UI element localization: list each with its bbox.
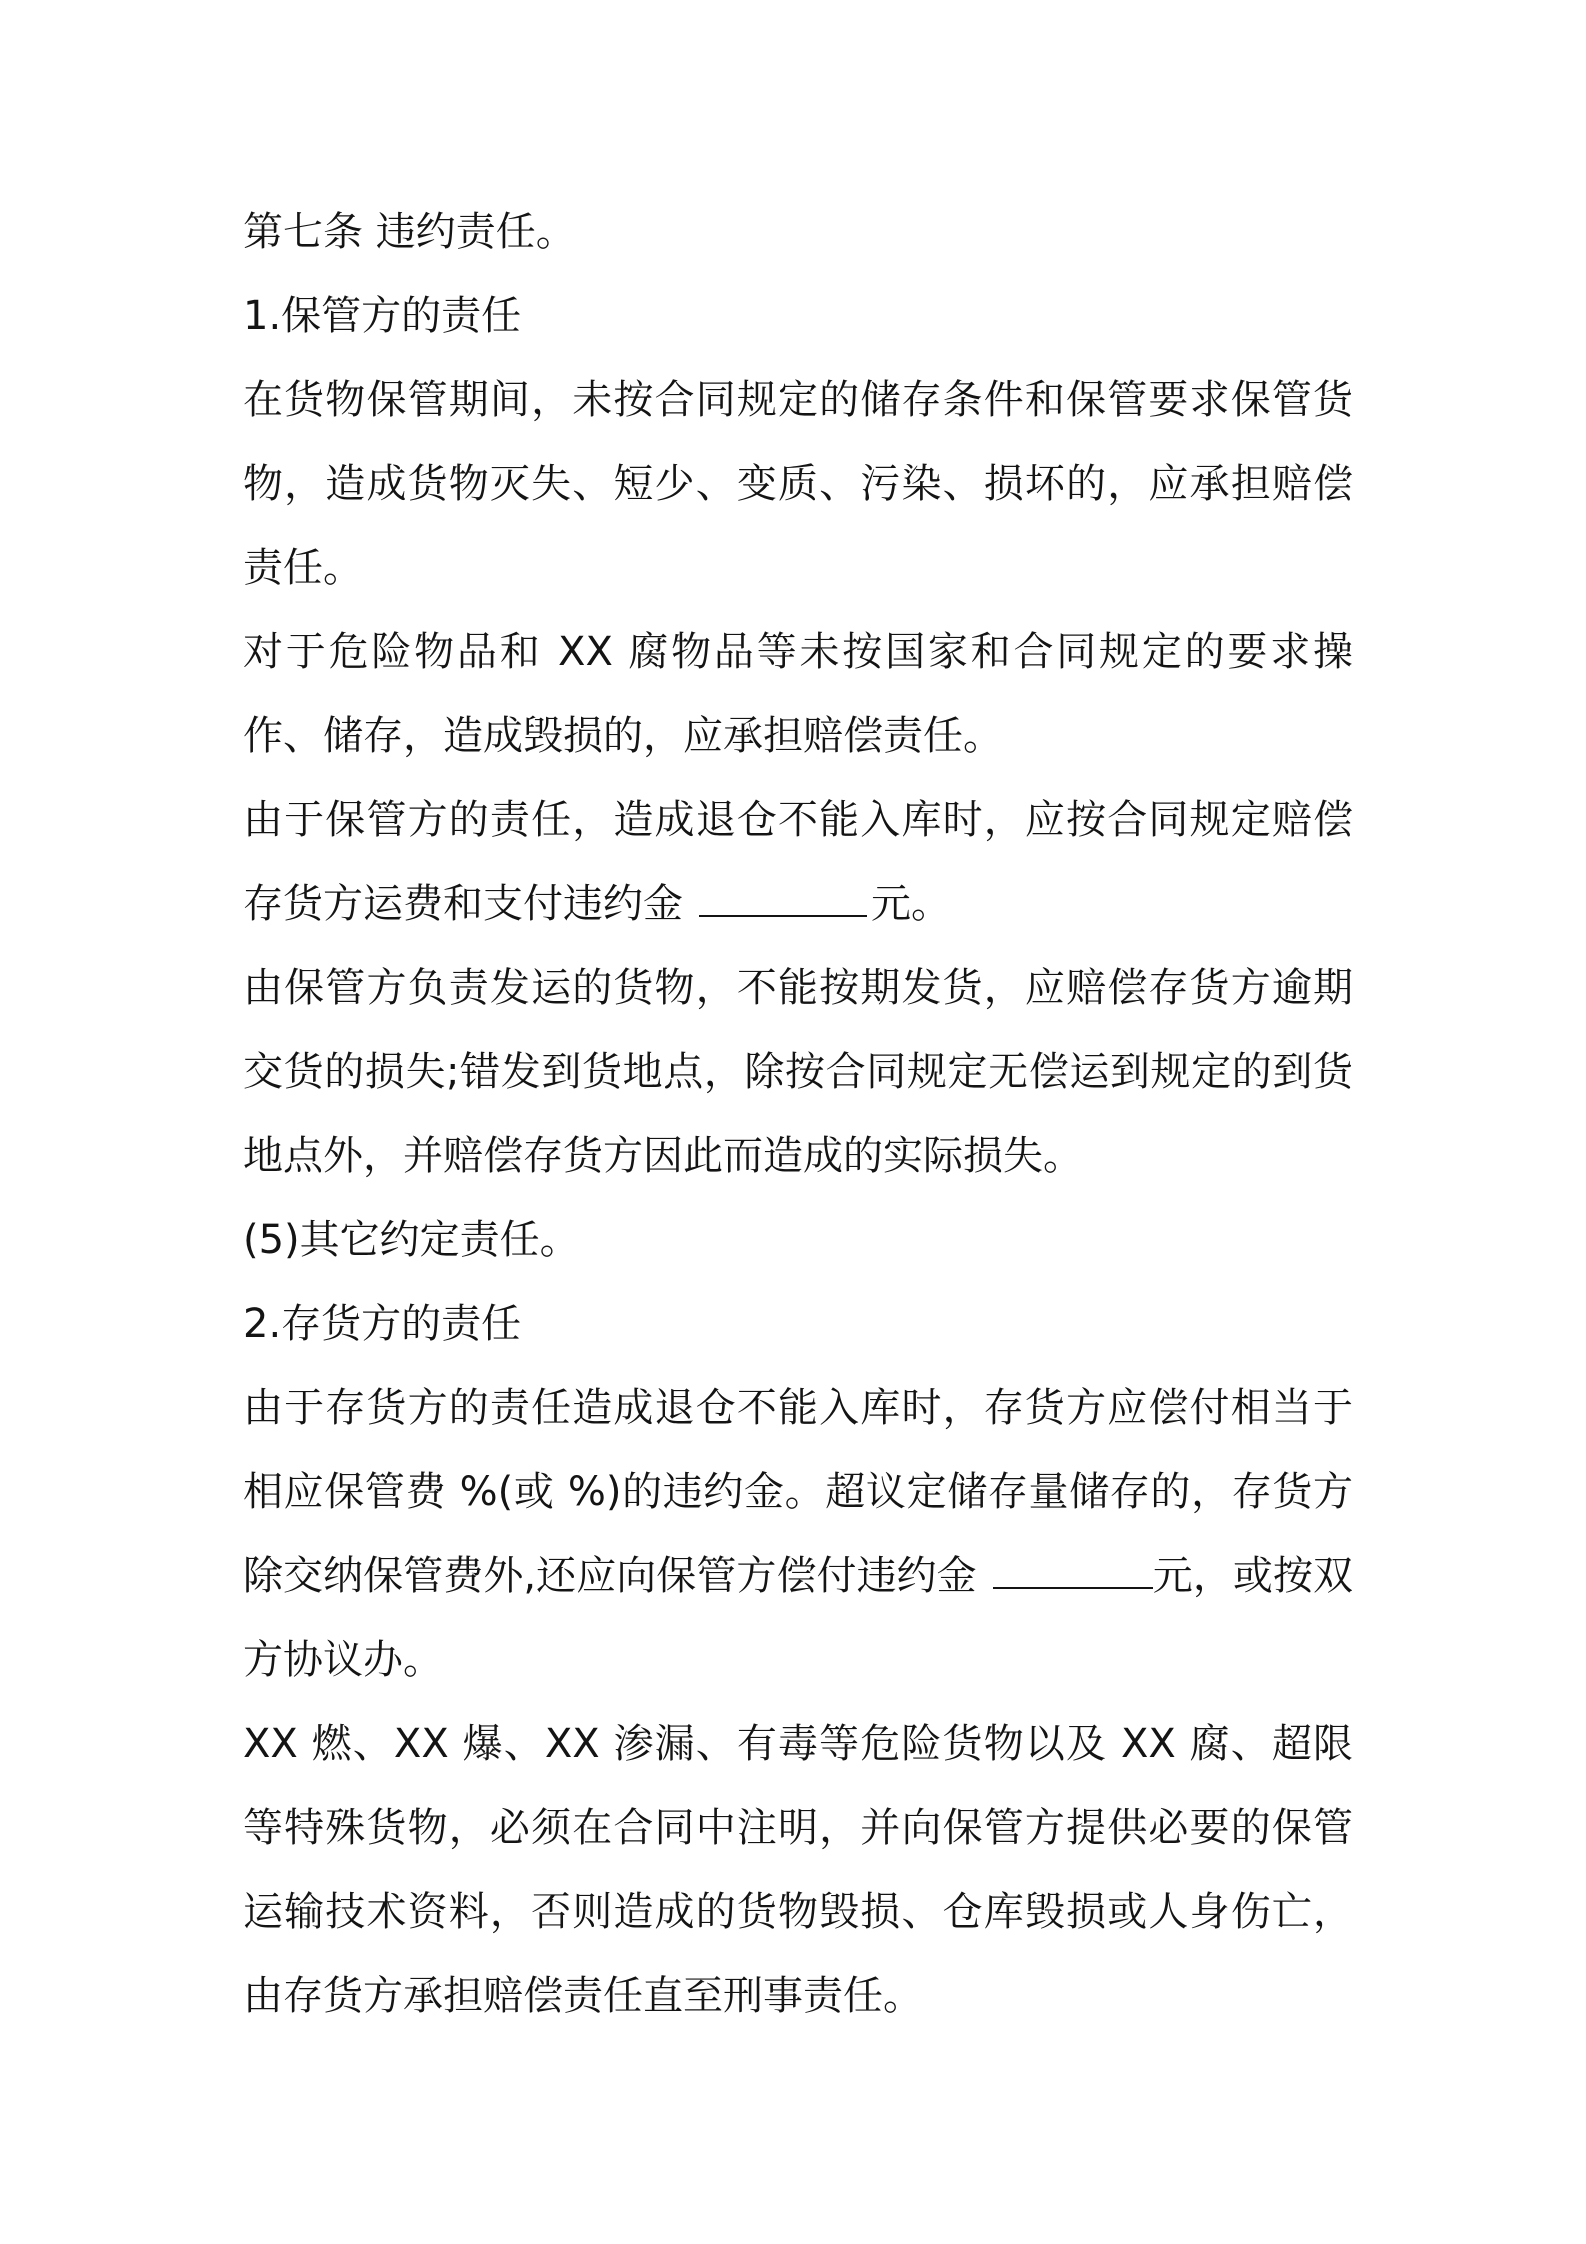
paragraph-hazardous-goods: 对于危险物品和 XX 腐物品等未按国家和合同规定的要求操作、储存，造成毁损的，应承担赔偿责任。 [243, 629, 1353, 759]
amount-blank [993, 1557, 1153, 1589]
paragraph-special-goods: XX 燃、XX 爆、XX 渗漏、有毒等危险货物以及 XX 腐、超限等特殊货物，必须在合同中注明，并向保管方提供必要的保管运输技术资料，否则造成的货物毁损、仓库毁损或人身伤亡，由存货方承担赔偿责任直至刑事责任。 [243, 1721, 1353, 2019]
paragraph-text-end: 元。 [871, 881, 951, 927]
paragraph-text: 由于存货方的责任造成退仓不能入库时，存货方应偿付相当于相应保管费 %(或 %)的违约金。超议定储存量储存的，存货方除交纳保管费外,还应向保管方偿付违约金 [243, 1385, 1353, 1599]
paragraph-storage-conditions: 在货物保管期间，未按合同规定的储存条件和保管要求保管货物，造成货物灭失、短少、变质、污染、损坏的，应承担赔偿责任。 [243, 377, 1353, 591]
paragraph-depositor-penalty [243, 1366, 1353, 1702]
paragraph-text: 由于保管方的责任，造成退仓不能入库时，应按合同规定赔偿存货方运费和支付违约金 [243, 797, 1353, 927]
amount-blank [699, 885, 867, 917]
section-heading-custodian: 1.保管方的责任 [243, 293, 522, 339]
article-heading: 第七条 违约责任。 [243, 209, 576, 255]
paragraph-text-end: 元，或按双方协议办。 [243, 1553, 1354, 1683]
document-body [243, 190, 1353, 2038]
paragraph-other-liability: (5)其它约定责任。 [243, 1217, 580, 1263]
section-heading-depositor: 2.存货方的责任 [243, 1301, 522, 1347]
paragraph-shipping-delay: 由保管方负责发运的货物，不能按期发货，应赔偿存货方逾期交货的损失;错发到货地点，除按合同规定无偿运到规定的到货地点外，并赔偿存货方因此而造成的实际损失。 [243, 965, 1353, 1179]
paragraph-return-warehouse [243, 778, 1353, 946]
